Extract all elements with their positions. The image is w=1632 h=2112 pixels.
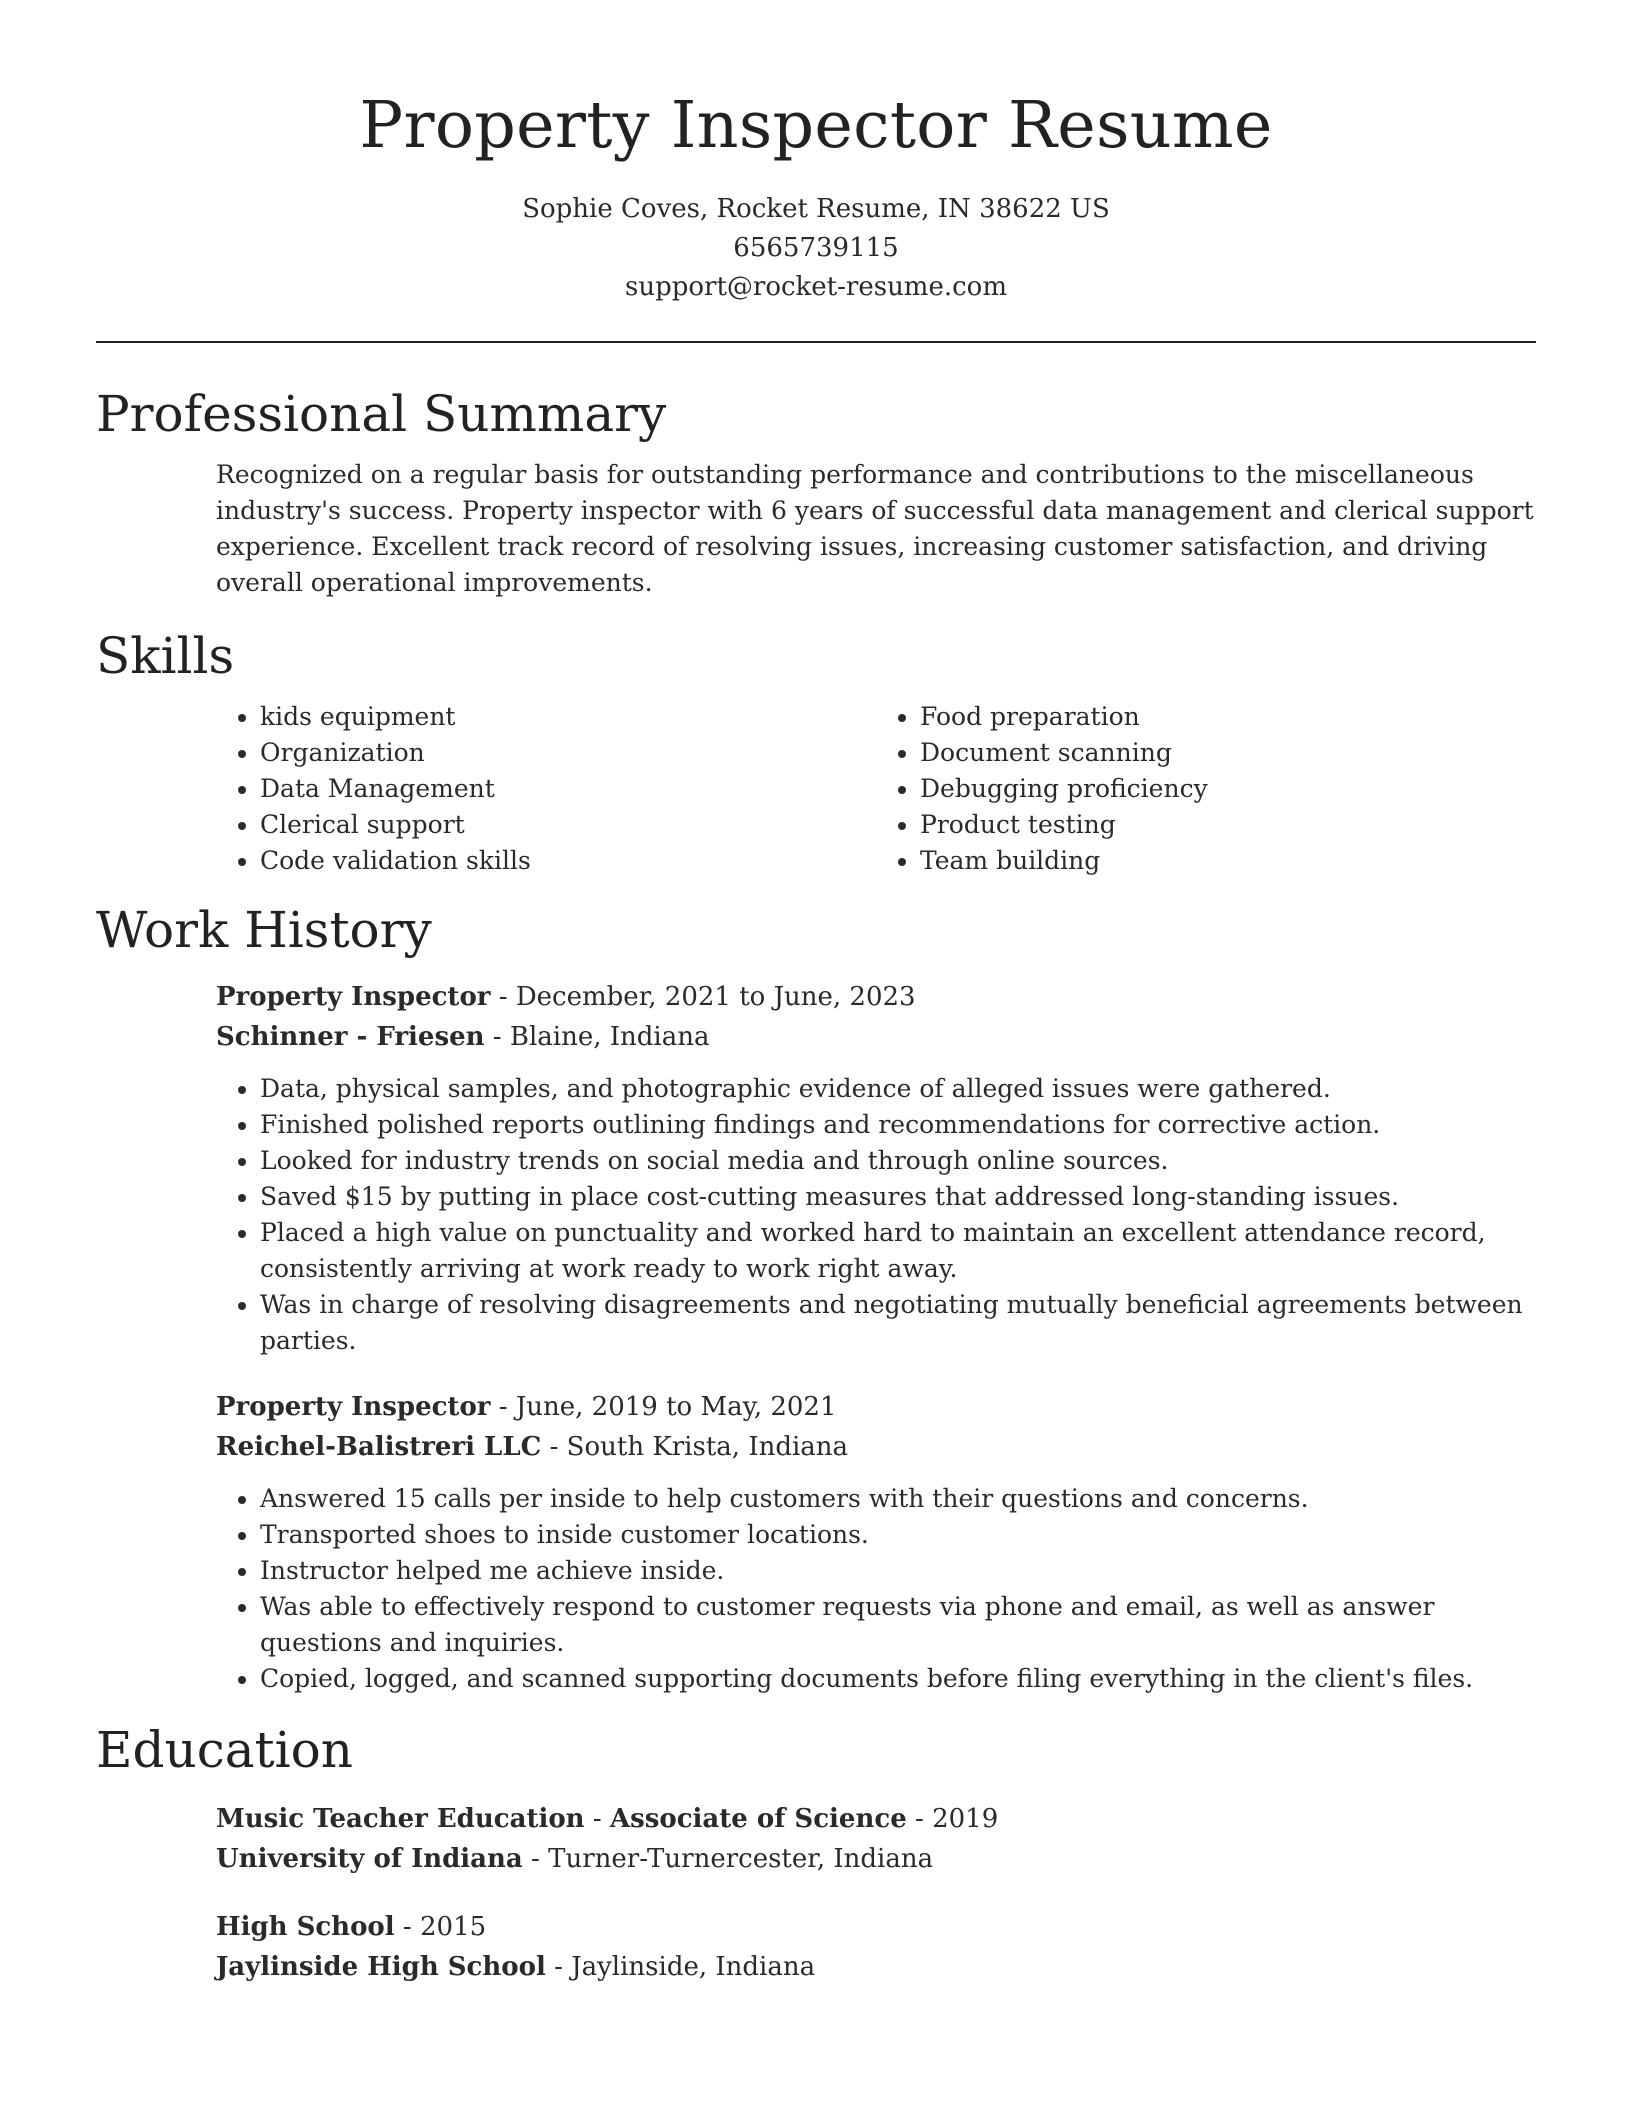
job-dates: June, 2019 to May, 2021: [515, 1392, 837, 1422]
skills-list-left: [216, 699, 876, 879]
job-title: Property Inspector: [216, 1392, 491, 1422]
skill-item: • Clerical support: [260, 807, 876, 843]
skill-item: • Debugging proficiency: [920, 771, 1536, 807]
education-program-line: Music Teacher Education - Associate of Science - 2019: [216, 1804, 999, 1834]
summary-text: Recognized on a regular basis for outstanding performance and contributions to the miscellaneous industry's success. Property inspector with 6 years of successful data management and clerical support experience. Excellent track record of resolving issues, increasing customer satisfaction, and driving overall operational improvements.: [216, 460, 1534, 597]
contact-phone: 6565739115: [733, 233, 899, 263]
skill-item: • Code validation skills: [260, 843, 876, 879]
education-year: 2019: [932, 1804, 999, 1834]
education-entry: [216, 1799, 1536, 1879]
header-divider: [96, 341, 1536, 343]
education-heading: Education: [96, 1721, 353, 1779]
job-location: Blaine, Indiana: [509, 1022, 710, 1052]
education-location: Jaylinside, Indiana: [571, 1952, 816, 1982]
skill-item: • Organization: [260, 735, 876, 771]
contact-address: Sophie Coves, Rocket Resume, IN 38622 US: [522, 194, 1110, 224]
job-entry: [216, 977, 1536, 1359]
education-section: [96, 1719, 1536, 1987]
job-bullets: [216, 1071, 1536, 1359]
job-title-line: Property Inspector - December, 2021 to June, 2023: [216, 982, 916, 1012]
job-bullet: • Copied, logged, and scanned supporting documents before filing everything in the client's files.: [260, 1661, 1536, 1697]
job-bullets: [216, 1481, 1536, 1697]
education-program: Music Teacher Education: [216, 1804, 585, 1834]
resume-title: Property Inspector Resume: [359, 88, 1273, 163]
skill-item: • Product testing: [920, 807, 1536, 843]
job-title: Property Inspector: [216, 982, 491, 1012]
summary-heading: Professional Summary: [96, 385, 667, 443]
skills-list-right: [876, 699, 1536, 879]
job-bullet: • Instructor helped me achieve inside.: [260, 1553, 1536, 1589]
job-bullet: • Looked for industry trends on social media and through online sources.: [260, 1143, 1536, 1179]
job-company-line: Schinner - Friesen - Blaine, Indiana: [216, 1022, 710, 1052]
work-history-section: [96, 899, 1536, 1697]
education-degree: Associate of Science: [609, 1804, 907, 1834]
contact-email: support@rocket-resume.com: [624, 272, 1007, 302]
education-school-line: Jaylinside High School - Jaylinside, Indiana: [216, 1952, 816, 1982]
job-company-line: Reichel-Balistreri LLC - South Krista, Indiana: [216, 1432, 849, 1462]
job-entry: [216, 1387, 1536, 1697]
job-bullet: • Saved $15 by putting in place cost-cutting measures that addressed long-standing issues.: [260, 1179, 1536, 1215]
education-program: High School: [216, 1912, 395, 1942]
summary-section: [96, 383, 1536, 601]
job-bullet: • Answered 15 calls per inside to help customers with their questions and concerns.: [260, 1481, 1536, 1517]
job-bullet: • Data, physical samples, and photographic evidence of alleged issues were gathered.: [260, 1071, 1536, 1107]
job-company: Schinner - Friesen: [216, 1022, 485, 1052]
skill-item: • Data Management: [260, 771, 876, 807]
education-school: University of Indiana: [216, 1844, 523, 1874]
skill-item: • Team building: [920, 843, 1536, 879]
work-history-heading: Work History: [96, 901, 432, 959]
job-bullet: • Was in charge of resolving disagreements and negotiating mutually beneficial agreements between parties.: [260, 1287, 1536, 1359]
skills-grid: [216, 699, 1536, 879]
education-program-line: High School - 2015: [216, 1912, 487, 1942]
job-bullet: • Was able to effectively respond to customer requests via phone and email, as well as answer questions and inquiries.: [260, 1589, 1536, 1661]
skills-heading: Skills: [96, 627, 235, 685]
job-bullet: • Transported shoes to inside customer locations.: [260, 1517, 1536, 1553]
job-title-line: Property Inspector - June, 2019 to May, 2021: [216, 1392, 837, 1422]
job-bullet: • Placed a high value on punctuality and worked hard to maintain an excellent attendance record, consistently arriving at work ready to work right away.: [260, 1215, 1536, 1287]
skill-item: • Food preparation: [920, 699, 1536, 735]
education-location: Turner-Turnercester, Indiana: [548, 1844, 934, 1874]
contact-info: [96, 190, 1536, 307]
education-year: 2015: [419, 1912, 487, 1942]
education-school-line: University of Indiana - Turner-Turnercester, Indiana: [216, 1844, 934, 1874]
job-company: Reichel-Balistreri LLC: [216, 1432, 542, 1462]
job-bullet: • Finished polished reports outlining findings and recommendations for corrective action.: [260, 1107, 1536, 1143]
job-dates: December, 2021 to June, 2023: [515, 982, 916, 1012]
job-location: South Krista, Indiana: [566, 1432, 849, 1462]
skills-section: [96, 625, 1536, 879]
resume-page: [96, 0, 1536, 1987]
skill-item: • Document scanning: [920, 735, 1536, 771]
education-entry: [216, 1907, 1536, 1987]
education-school: Jaylinside High School: [216, 1952, 546, 1982]
skill-item: • kids equipment: [260, 699, 876, 735]
